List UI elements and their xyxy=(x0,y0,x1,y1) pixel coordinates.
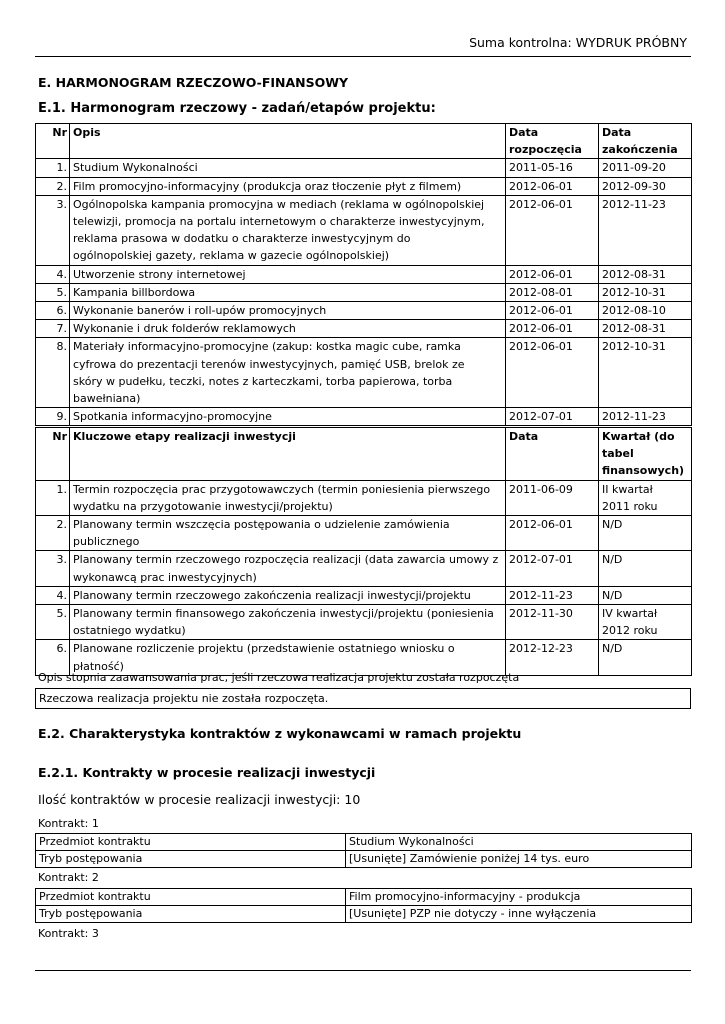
row-description xyxy=(70,283,506,301)
milestone-description xyxy=(70,586,506,604)
milestone-quarter xyxy=(599,516,692,551)
row-start-date: 2012-08-01 xyxy=(506,283,599,301)
header-start-line2: rozpoczęcia xyxy=(509,143,582,157)
milestone-quarter xyxy=(599,605,692,640)
contracts-count: Ilość kontraktów w procesie realizacji inwestycji: 10 xyxy=(38,792,361,807)
schedule-row xyxy=(36,338,692,408)
row-description xyxy=(70,265,506,283)
milestone-quarter-line: 2011 roku xyxy=(602,499,658,513)
milestone-description xyxy=(70,605,506,640)
contract-1-label: Kontrakt: 1 xyxy=(38,817,99,830)
milestone-number: 5. xyxy=(36,605,70,640)
milestone-description xyxy=(70,480,506,515)
milestone-date: 2012-11-23 xyxy=(506,586,599,604)
schedule-row xyxy=(36,408,692,426)
header-end-line1: Data xyxy=(602,126,632,139)
row-number: 6. xyxy=(36,302,70,320)
quarter-line2: tabel xyxy=(602,447,634,461)
milestone-quarter xyxy=(599,586,692,604)
milestones-header-nr: Nr xyxy=(36,428,70,481)
milestones-header-date: Data xyxy=(506,428,599,481)
contract-mode-label: Tryb postępowania xyxy=(36,906,346,923)
row-description-line: skóry w pudełku, teczki, notes z karteczkami, torba papierowa, torba xyxy=(73,374,453,388)
milestone-quarter-line: N/D xyxy=(602,588,623,602)
row-start-date: 2012-06-01 xyxy=(506,195,599,265)
milestones-header-quarter xyxy=(599,428,692,481)
row-start-date: 2012-06-01 xyxy=(506,320,599,338)
row-start-date: 2012-06-01 xyxy=(506,338,599,408)
milestone-description xyxy=(70,551,506,586)
row-number: 9. xyxy=(36,408,70,426)
row-start-date: 2012-06-01 xyxy=(506,302,599,320)
milestone-description-line: wydatku na przygotowanie inwestycji/projektu) xyxy=(73,499,333,513)
schedule-row xyxy=(36,195,692,265)
milestone-row xyxy=(36,586,692,604)
row-end-date: 2012-10-31 xyxy=(599,283,692,301)
section-e1-title: E.1. Harmonogram rzeczowy - zadań/etapów projektu: xyxy=(38,101,436,116)
header-opis: Opis xyxy=(70,124,506,159)
row-description-line: Wykonanie i druk folderów reklamowych xyxy=(73,322,296,336)
quarter-line3: finansowych) xyxy=(602,464,685,478)
row-description xyxy=(70,159,506,177)
row-description-line: ogólnopolskiej gazety, reklama w gazecie ogólnopolskiej) xyxy=(73,249,390,263)
milestone-date: 2012-12-23 xyxy=(506,640,599,675)
header-nr: Nr xyxy=(36,124,70,159)
checksum-header: Suma kontrolna: WYDRUK PRÓBNY xyxy=(469,35,687,50)
row-description-line: Wykonanie banerów i roll-upów promocyjnych xyxy=(73,304,327,318)
row-description-line: telewizji, promocja na portalu internetowym o charakterze inwestycyjnym, xyxy=(73,215,485,229)
milestone-description-line: Termin rozpoczęcia prac przygotowawczych (termin poniesienia pierwszego xyxy=(73,482,491,496)
milestone-description-line: Planowany termin finansowego zakończenia inwestycji/projektu (poniesienia xyxy=(73,607,494,621)
milestone-description-line: Planowany termin rzeczowego rozpoczęcia realizacji (data zawarcia umowy z xyxy=(73,553,499,567)
contract-subject-value: Studium Wykonalności xyxy=(346,834,692,851)
section-e21-title: E.2.1. Kontrakty w procesie realizacji inwestycji xyxy=(38,765,376,780)
schedule-table xyxy=(35,123,692,426)
row-description xyxy=(70,195,506,265)
row-description-line: Materiały informacyjno-promocyjne (zakup: kostka magic cube, ramka xyxy=(73,340,461,354)
milestones-body xyxy=(36,480,692,675)
milestones-header-row xyxy=(36,428,692,481)
milestone-number: 4. xyxy=(36,586,70,604)
row-number: 7. xyxy=(36,320,70,338)
milestone-date: 2011-06-09 xyxy=(506,480,599,515)
row-number: 3. xyxy=(36,195,70,265)
row-end-date: 2012-09-30 xyxy=(599,177,692,195)
milestone-description-line: wykonawcą prac inwestycyjnych) xyxy=(73,570,257,584)
section-e2-title: E.2. Charakterystyka kontraktów z wykonawcami w ramach projektu xyxy=(38,726,522,741)
contract-2-table xyxy=(35,888,692,923)
milestone-row xyxy=(36,551,692,586)
row-number: 2. xyxy=(36,177,70,195)
contract-subject-label: Przedmiot kontraktu xyxy=(36,889,346,906)
contract-1-subject-row xyxy=(36,834,692,851)
row-description xyxy=(70,177,506,195)
row-number: 5. xyxy=(36,283,70,301)
milestone-row xyxy=(36,605,692,640)
row-end-date: 2012-08-10 xyxy=(599,302,692,320)
milestone-quarter-line: N/D xyxy=(602,642,623,656)
milestone-date: 2012-07-01 xyxy=(506,551,599,586)
milestone-number: 2. xyxy=(36,516,70,551)
row-start-date: 2012-06-01 xyxy=(506,265,599,283)
schedule-row xyxy=(36,283,692,301)
row-start-date: 2012-06-01 xyxy=(506,177,599,195)
contract-1-table xyxy=(35,833,692,868)
contract-3-label: Kontrakt: 3 xyxy=(38,927,99,940)
row-description-line: Film promocyjno-informacyjny (produkcja oraz tłoczenie płyt z filmem) xyxy=(73,179,462,193)
milestones-header-title: Kluczowe etapy realizacji inwestycji xyxy=(70,428,506,481)
milestone-quarter xyxy=(599,480,692,515)
contract-2-label: Kontrakt: 2 xyxy=(38,871,99,884)
row-number: 4. xyxy=(36,265,70,283)
row-description-line: Studium Wykonalności xyxy=(73,161,198,175)
contract-subject-value: Film promocyjno-informacyjny - produkcja xyxy=(346,889,692,906)
header-start-date xyxy=(506,124,599,159)
contract-mode-value: [Usunięte] Zamówienie poniżej 14 tys. euro xyxy=(346,851,692,868)
section-e-title: E. HARMONOGRAM RZECZOWO-FINANSOWY xyxy=(38,75,349,90)
progress-label: Opis stopnia zaawansowania prac, jeśli rzeczowa realizacja projektu została rozpoczęta xyxy=(38,671,520,684)
milestone-date: 2012-11-30 xyxy=(506,605,599,640)
row-end-date: 2012-11-23 xyxy=(599,408,692,426)
row-description-line: cyfrowa do prezentacji terenów inwestycyjnych, pamięć USB, brelok ze xyxy=(73,357,465,371)
header-end-line2: zakończenia xyxy=(602,143,678,157)
header-divider xyxy=(35,56,691,57)
contract-subject-label: Przedmiot kontraktu xyxy=(36,834,346,851)
milestone-quarter-line: N/D xyxy=(602,553,623,567)
milestone-description-line: Planowane rozliczenie projektu (przedstawienie ostatniego wniosku o xyxy=(73,642,455,656)
row-number: 8. xyxy=(36,338,70,408)
milestone-description-line: płatność) xyxy=(73,659,124,673)
milestone-description-line: publicznego xyxy=(73,535,140,549)
milestones-table xyxy=(35,427,692,676)
schedule-row xyxy=(36,265,692,283)
row-number: 1. xyxy=(36,159,70,177)
row-end-date: 2011-09-20 xyxy=(599,159,692,177)
milestone-quarter-line: II kwartał xyxy=(602,482,653,496)
contract-2-mode-row xyxy=(36,906,692,923)
row-start-date: 2012-07-01 xyxy=(506,408,599,426)
contract-mode-label: Tryb postępowania xyxy=(36,851,346,868)
milestone-number: 6. xyxy=(36,640,70,675)
header-start-line1: Data xyxy=(509,126,539,139)
row-end-date: 2012-08-31 xyxy=(599,320,692,338)
row-description-line: reklama prasowa w dodatku o charakterze inwestycyjnym do xyxy=(73,232,411,246)
header-end-date xyxy=(599,124,692,159)
milestone-description-line: Planowany termin wszczęcia postępowania o udzielenie zamówienia xyxy=(73,518,450,532)
milestone-description-line: ostatniego wydatku) xyxy=(73,624,186,638)
milestone-row xyxy=(36,516,692,551)
row-description-line: Kampania billbordowa xyxy=(73,285,196,299)
schedule-row xyxy=(36,159,692,177)
row-description-line: bawełniana) xyxy=(73,392,141,406)
row-start-date: 2011-05-16 xyxy=(506,159,599,177)
milestone-quarter-line: N/D xyxy=(602,518,623,532)
row-description xyxy=(70,302,506,320)
milestone-quarter xyxy=(599,551,692,586)
schedule-row xyxy=(36,177,692,195)
quarter-line1: Kwartał (do xyxy=(602,430,675,443)
row-end-date: 2012-11-23 xyxy=(599,195,692,265)
milestone-row xyxy=(36,480,692,515)
milestone-number: 1. xyxy=(36,480,70,515)
schedule-header-row xyxy=(36,124,692,159)
schedule-row xyxy=(36,302,692,320)
footer-divider xyxy=(35,970,691,971)
milestone-number: 3. xyxy=(36,551,70,586)
row-description xyxy=(70,320,506,338)
row-end-date: 2012-08-31 xyxy=(599,265,692,283)
milestone-quarter-line: 2012 roku xyxy=(602,624,658,638)
row-description xyxy=(70,338,506,408)
schedule-body xyxy=(36,159,692,426)
milestone-description-line: Planowany termin rzeczowego zakończenia realizacji inwestycji/projektu xyxy=(73,588,471,602)
milestone-quarter-line: IV kwartał xyxy=(602,607,658,621)
milestone-description xyxy=(70,516,506,551)
schedule-row xyxy=(36,320,692,338)
progress-value: Rzeczowa realizacja projektu nie została rozpoczęta. xyxy=(35,688,691,709)
row-end-date: 2012-10-31 xyxy=(599,338,692,408)
contract-mode-value: [Usunięte] PZP nie dotyczy - inne wyłączenia xyxy=(346,906,692,923)
contract-1-mode-row xyxy=(36,851,692,868)
row-description-line: Utworzenie strony internetowej xyxy=(73,267,246,281)
row-description xyxy=(70,408,506,426)
row-description-line: Spotkania informacyjno-promocyjne xyxy=(73,410,272,424)
milestone-date: 2012-06-01 xyxy=(506,516,599,551)
contract-2-subject-row xyxy=(36,889,692,906)
row-description-line: Ogólnopolska kampania promocyjna w mediach (reklama w ogólnopolskiej xyxy=(73,197,485,211)
